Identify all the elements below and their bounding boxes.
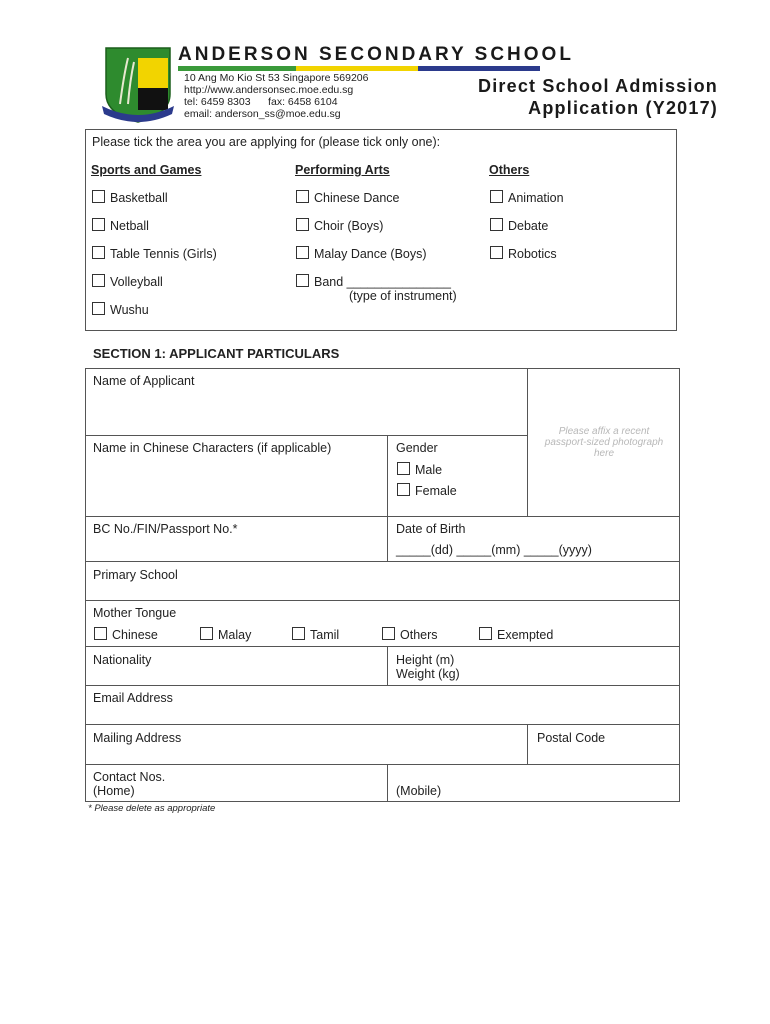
gender-label: Gender <box>396 441 438 455</box>
mt-chinese[interactable]: Chinese <box>94 627 158 642</box>
option-debate[interactable]: Debate <box>490 218 548 233</box>
name-label: Name of Applicant <box>93 374 195 388</box>
footnote: * Please delete as appropriate <box>88 803 216 814</box>
checkbox[interactable] <box>296 190 309 203</box>
checkbox[interactable] <box>382 627 395 640</box>
school-name: ANDERSON SECONDARY SCHOOL <box>178 44 574 65</box>
form-title-line1: Direct School Admission <box>478 76 718 96</box>
divider <box>85 724 680 725</box>
form-title-line2: Application (Y2017) <box>528 98 718 118</box>
contact-label: Contact Nos. <box>93 770 166 784</box>
checkbox[interactable] <box>92 218 105 231</box>
bc-label: BC No./FIN/Passport No.* <box>93 522 238 536</box>
divider <box>85 516 680 517</box>
option-robotics[interactable]: Robotics <box>490 246 557 261</box>
gender-female[interactable]: Female <box>397 483 457 498</box>
option-animation[interactable]: Animation <box>490 190 564 205</box>
dob-label: Date of Birth <box>396 522 466 536</box>
photo-note: Please affix a recent passport-sized photograph here <box>544 426 664 459</box>
option-volleyball[interactable]: Volleyball <box>92 274 163 289</box>
checkbox[interactable] <box>200 627 213 640</box>
divider <box>527 368 528 516</box>
mobile-label: (Mobile) <box>396 784 442 798</box>
area-instruction: Please tick the area you are applying for (please tick only one): <box>92 135 441 149</box>
option-malay-dance[interactable]: Malay Dance (Boys) <box>296 246 427 261</box>
divider <box>387 764 388 802</box>
checkbox[interactable] <box>490 246 503 259</box>
nationality-label: Nationality <box>93 653 152 667</box>
divider <box>85 685 680 686</box>
green-stripe <box>178 66 296 71</box>
checkbox[interactable] <box>292 627 305 640</box>
divider <box>85 646 680 647</box>
option-table-tennis[interactable]: Table Tennis (Girls) <box>92 246 217 261</box>
divider <box>387 646 388 685</box>
mt-tamil[interactable]: Tamil <box>292 627 339 642</box>
checkbox[interactable] <box>296 218 309 231</box>
divider <box>387 435 388 561</box>
checkbox[interactable] <box>92 274 105 287</box>
school-crest <box>98 44 178 124</box>
option-choir[interactable]: Choir (Boys) <box>296 218 383 233</box>
divider <box>85 435 527 436</box>
dob-format: _____(dd) _____(mm) _____(yyyy) <box>396 543 592 557</box>
band-instrument-note: (type of instrument) <box>349 289 457 303</box>
sports-header: Sports and Games <box>91 163 202 177</box>
chinese-name-label: Name in Chinese Characters (if applicable) <box>93 441 332 455</box>
checkbox[interactable] <box>92 190 105 203</box>
checkbox[interactable] <box>479 627 492 640</box>
website-line: http://www.andersonsec.moe.edu.sg <box>184 84 354 96</box>
divider <box>527 724 528 764</box>
others-header: Others <box>489 163 530 177</box>
postal-code-label: Postal Code <box>537 731 606 745</box>
checkbox[interactable] <box>490 218 503 231</box>
gender-male[interactable]: Male <box>397 462 442 477</box>
option-basketball[interactable]: Basketball <box>92 190 168 205</box>
height-label: Height (m) <box>396 653 455 667</box>
checkbox[interactable] <box>92 302 105 315</box>
divider <box>85 561 680 562</box>
option-band[interactable]: Band _______________ <box>296 274 451 289</box>
divider <box>85 764 680 765</box>
divider <box>85 600 680 601</box>
address-line: 10 Ang Mo Kio St 53 Singapore 569206 <box>184 72 369 84</box>
email-label: Email Address <box>93 691 173 705</box>
primary-school-label: Primary School <box>93 568 178 582</box>
checkbox[interactable] <box>296 274 309 287</box>
yellow-stripe <box>296 66 418 71</box>
mt-malay[interactable]: Malay <box>200 627 251 642</box>
checkbox[interactable] <box>397 483 410 496</box>
weight-label: Weight (kg) <box>396 667 460 681</box>
checkbox[interactable] <box>397 462 410 475</box>
mother-tongue-label: Mother Tongue <box>93 606 177 620</box>
mailing-address-label: Mailing Address <box>93 731 182 745</box>
email-line: email: anderson_ss@moe.edu.sg <box>184 108 341 120</box>
checkbox[interactable] <box>92 246 105 259</box>
option-wushu[interactable]: Wushu <box>92 302 149 317</box>
phone-line: tel: 6459 8303 fax: 6458 6104 <box>184 96 338 108</box>
option-netball[interactable]: Netball <box>92 218 149 233</box>
section1-title: SECTION 1: APPLICANT PARTICULARS <box>93 346 340 361</box>
arts-header: Performing Arts <box>295 163 390 177</box>
mt-exempted[interactable]: Exempted <box>479 627 553 642</box>
mt-others[interactable]: Others <box>382 627 438 642</box>
navy-stripe <box>418 66 540 71</box>
checkbox[interactable] <box>94 627 107 640</box>
home-label: (Home) <box>93 784 135 798</box>
checkbox[interactable] <box>490 190 503 203</box>
option-chinese-dance[interactable]: Chinese Dance <box>296 190 399 205</box>
checkbox[interactable] <box>296 246 309 259</box>
